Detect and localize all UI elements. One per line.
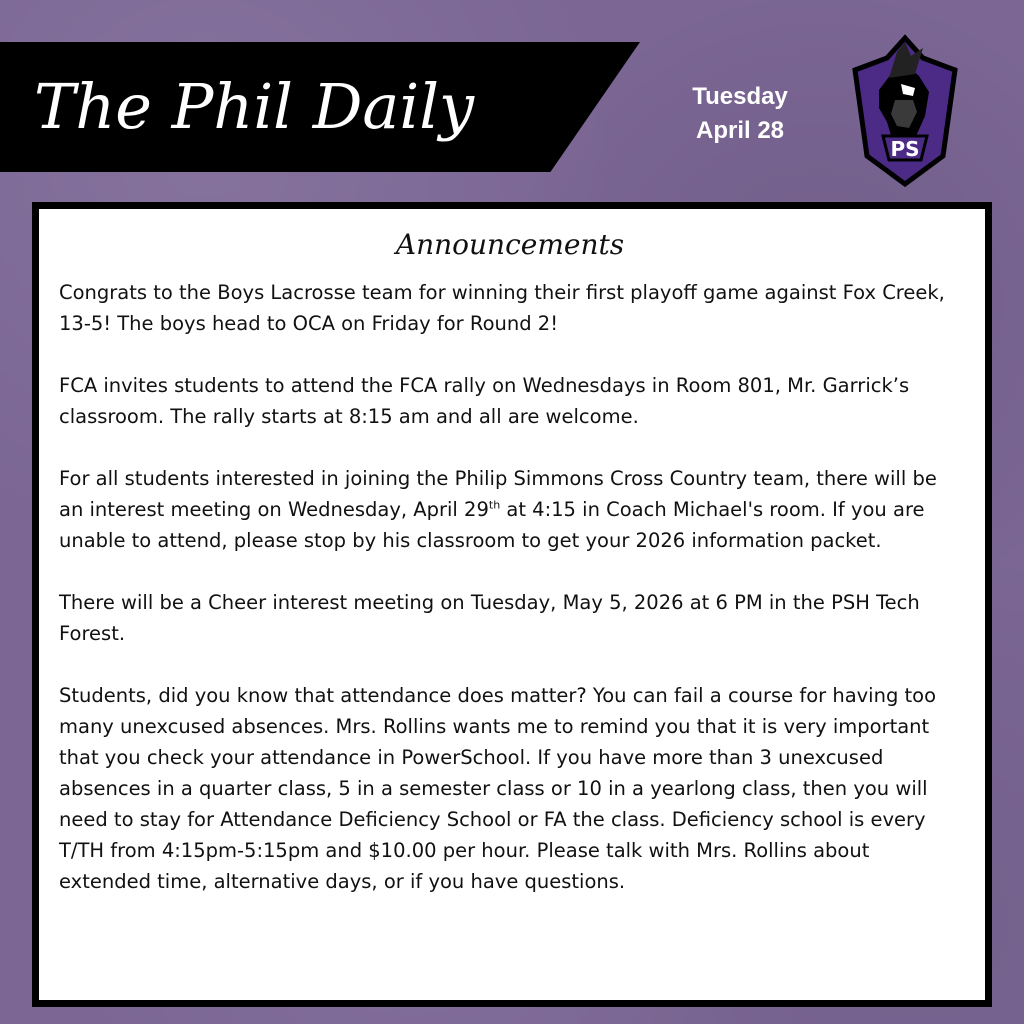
ordinal-suffix: th (488, 498, 501, 512)
cross-country-text-end: at 4:15 in Coach Michael's room. If you are unable to attend, please stop by his classroom to get your 2026 information packet. (59, 498, 925, 552)
announcement-fca-rally: FCA invites students to attend the FCA rally on Wednesdays in Room 801, Mr. Garrick’s classroom. The rally starts at 8:15 am and all are welcome. (59, 374, 910, 428)
day-label: Tuesday (692, 83, 788, 110)
logo-initials: PS (890, 137, 920, 161)
school-logo (845, 28, 965, 188)
newsletter-title: The Phil Daily (34, 70, 475, 143)
date-block (660, 80, 820, 148)
announcement-cheer: There will be a Cheer interest meeting on Tuesday, May 5, 2026 at 6 PM in the PSH Tech Forest. (59, 591, 920, 645)
ps-mascot-horse-logo-icon (845, 28, 965, 188)
announcement-cross-country (59, 463, 961, 556)
announcement-attendance: Students, did you know that attendance does matter? You can fail a course for having too many unexcused absences. Mrs. Rollins wants me to remind you that it is very important that you check your attendance in PowerSchool. If you have more than 3 unexcused absences in a quarter class, 5 in a semester class or 10 in a yearlong class, then you will need to stay for Attendance Deficiency School or FA the class. Deficiency school is every T/TH from 4:15pm-5:15pm and $10.00 per hour. Please talk with Mrs. Rollins about extended time, alternative days, or if you have questions. (59, 684, 937, 893)
date-label: April 28 (695, 117, 785, 144)
announcements-card (32, 202, 992, 1007)
announcement-lacrosse: Congrats to the Boys Lacrosse team for winning their first playoff game against Fox Creek, 13-5! The boys head to OCA on Friday for Round 2! (59, 281, 945, 335)
cross-country-text-start: For all students interested in joining the Philip Simmons Cross Country team, there will be an interest meeting on Wednesday, April 29 (59, 467, 937, 521)
announcements-heading: Announcements (395, 228, 625, 261)
